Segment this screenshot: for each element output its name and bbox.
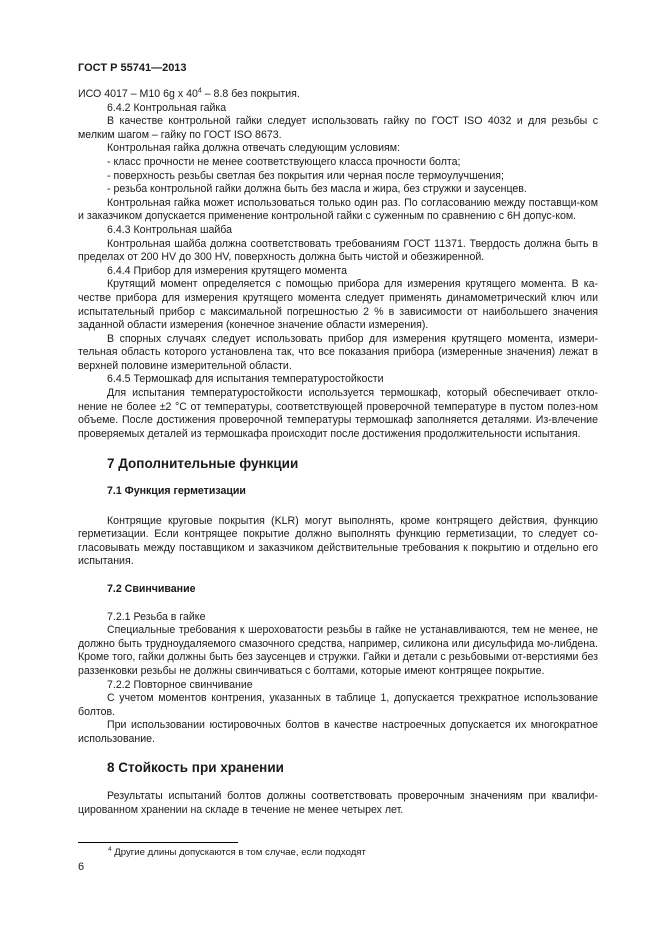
paragraph: Крутящий момент определяется с помощью прибора для измерения крутящего момента. В ка-честве прибора для измерения крутящего момента следует применять динамометрический ключ или испытательный прибор с максимальной погрешностью 2 % в зависимости от наибольшего значения заданной области измерения (конечное значение области измерения). [78,278,598,332]
page-number: 6 [78,861,85,873]
document-header: ГОСТ Р 55741—2013 [78,62,187,74]
list-item: - поверхность резьбы светлая без покрытия или черная после термоулучшения; [107,169,504,182]
list-item: - класс прочности не менее соответствующего класса прочности болта; [107,155,461,168]
section-8-heading: 8 Стойкость при хранении [107,759,284,775]
subsection-6-4-5-title: 6.4.5 Термошкаф для испытания температуростойкости [107,373,384,386]
subsection-7-1-heading: 7.1 Функция герметизации [107,485,246,498]
footnote-ref: 4 [197,87,202,95]
page-body [78,88,598,817]
subsection-7-2-heading: 7.2 Свинчивание [107,583,196,595]
section-7-heading: 7 Дополнительные функции [107,456,299,472]
paragraph: Результаты испытаний болтов должны соответствовать проверочным значениям при квалифи-цированном хранении на складе в течение не менее четырех лет. [78,790,598,816]
footnote [108,846,366,860]
subsection-6-4-2-title: 6.4.2 Контрольная гайка [107,101,227,114]
paragraph: При использовании юстировочных болтов в качестве настроечных допускается их многократное использование. [78,719,598,745]
footnote-divider [78,842,238,843]
subsection-6-4-4-title: 6.4.4 Прибор для измерения крутящего момента [107,264,348,277]
paragraph: В качестве контрольной гайки следует использовать гайку по ГОСТ ISO 4032 и для резьбы с мелким шагом – гайку по ГОСТ ISO 8673. [78,115,598,141]
subsection-7-2-2-title: 7.2.2 Повторное свинчивание [107,678,253,691]
paragraph: С учетом моментов контрения, указанных в таблице 1, допускается трехкратное использование болтов. [78,692,598,718]
bolt-designation [78,88,598,102]
bolt-designation-end: – 8.8 без покрытия. [201,88,300,100]
paragraph: Контрольная шайба должна соответствовать требованиям ГОСТ 11371. Твердость должна быть в пределах от 200 HV до 300 HV, поверхность должна быть чистой и обезжиренной. [78,237,598,264]
paragraph: Контрольная гайка должна отвечать следующим условиям: [107,142,401,155]
footnote-text: Другие длины допускаются в том случае, если подходят [111,847,366,858]
paragraph: Контрольная гайка может использоваться только один раз. По согласованию между поставщи-ком и заказчиком допускается применение контрольной гайки с суженным по сравнению с 6Н допус-ком. [78,196,598,223]
footnote-number: 4 [108,845,112,853]
paragraph: Для испытания температуростойкости используется термошкаф, который обеспечивает откло-нение не более ±2 °С от температуры, соответствующей проверочной температуре в пустом полез-ном объеме. После достижения проверочной температуры термошкаф заполняется деталями. Из-влечение проверяемых деталей из термошкафа происходит после достижения продолжительности испытания. [78,387,598,440]
subsection-7-2-1-title: 7.2.1 Резьба в гайке [107,610,206,623]
subsection-6-4-3-title: 6.4.3 Контрольная шайба [107,223,232,236]
paragraph: Контрящие круговые покрытия (KLR) могут выполнять, кроме контрящего действия, функцию герметизации. Если контрящее покрытие должно выполнять функцию герметизации, то следует со-гласовывать между поставщиком и заказчиком действительные требования к покрытию и отдельно его испытания. [78,514,598,568]
paragraph: Специальные требования к шероховатости резьбы в гайке не устанавливаются, тем не менее, не должно быть трудноудаляемого смазочного средства, например, силикона или дисульфида мо-либдена. Кроме того, гайки должны быть без заусенцев и стружки. Гайки и детали с резьбовыми от-верстиями без раззенковки резьбы не должны свинчиваться с болтами, которые имеют контрящее покрытие. [78,624,598,677]
bolt-designation-start: ИСО 4017 – М10 6g х 40 [78,88,198,100]
list-item: - резьба контрольной гайки должна быть без масла и жира, без стружки и заусенцев. [107,183,527,196]
paragraph: В спорных случаях следует использовать прибор для измерения крутящего момента, измери-тельная область которого установлена так, что все показания прибора (измеренные значения) лежат в верхней половине измерительной области. [78,332,598,372]
